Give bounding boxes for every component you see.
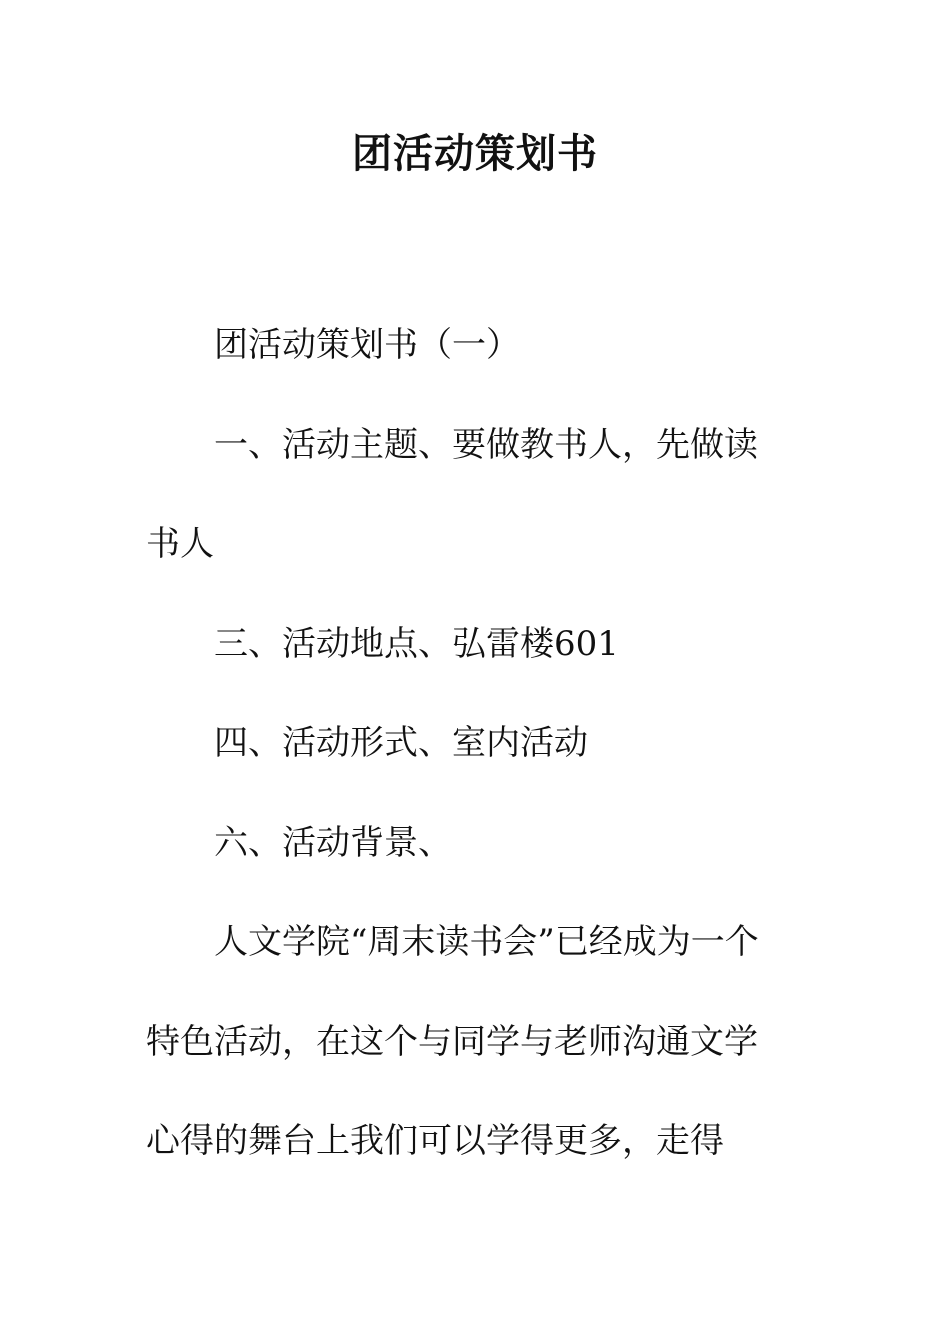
paragraph-activity-form: 四、活动形式、室内活动 [214, 723, 588, 763]
paragraph-activity-background-text: 人文学院“周末读书会”已经成为一个特色活动，在这个与同学与老师沟通文学心得的舞台上我们可以学得更多，走得 [146, 922, 759, 1161]
paragraph-activity-theme: 一、活动主题、要做教书人，先做读书人 [146, 424, 758, 564]
document-title: 团活动策划书 [352, 130, 598, 177]
paragraph-activity-background-heading: 六、活动背景、 [214, 822, 452, 863]
paragraph-subtitle: 团活动策划书（一） [214, 325, 520, 365]
document-body [146, 296, 778, 1192]
paragraph-activity-location: 三、活动地点、弘雷楼601 [214, 623, 619, 664]
